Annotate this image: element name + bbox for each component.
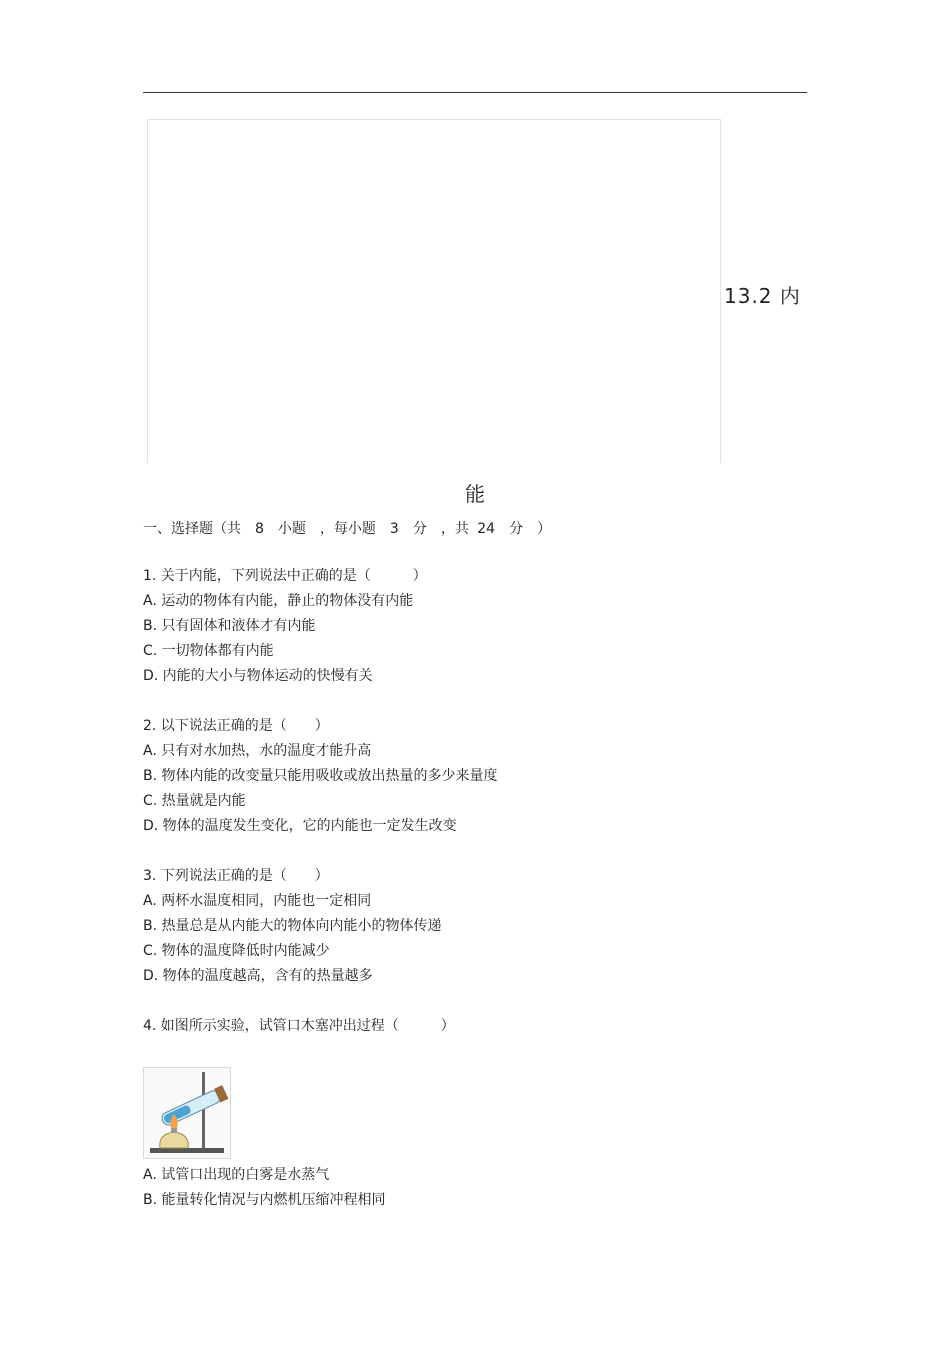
test-tube: [160, 1085, 229, 1128]
option-c: C. 一切物体都有内能: [143, 643, 274, 659]
page-title: 13.2 内: [724, 284, 801, 308]
option-a: A. 运动的物体有内能，静止的物体没有内能: [143, 593, 414, 609]
option-a: A. 试管口出现的白雾是水蒸气: [143, 1167, 330, 1183]
stand-rod: [202, 1072, 205, 1149]
alcohol-lamp: [160, 1132, 188, 1148]
header-rule: [143, 92, 807, 93]
option-d: D. 内能的大小与物体运动的快慢有关: [143, 668, 373, 684]
question-2: [143, 714, 498, 839]
stand-base: [150, 1148, 224, 1153]
option-b: B. 能量转化情况与内燃机压缩冲程相同: [143, 1192, 386, 1208]
question-stem: 4. 如图所示实验，试管口木塞冲出过程（ ）: [143, 1018, 455, 1034]
option-b: B. 热量总是从内能大的物体向内能小的物体传递: [143, 918, 442, 934]
option-d: D. 物体的温度发生变化，它的内能也一定发生改变: [143, 818, 457, 834]
question-stem: 2. 以下说法正确的是（ ）: [143, 718, 329, 734]
blank-image-frame: [147, 119, 721, 463]
option-c: C. 热量就是内能: [143, 793, 246, 809]
test-tube-diagram: [144, 1068, 230, 1158]
question-4-options: [143, 1163, 386, 1213]
option-a: A. 只有对水加热，水的温度才能升高: [143, 743, 372, 759]
question-4-stem: [143, 1014, 455, 1039]
option-b: B. 物体内能的改变量只能用吸收或放出热量的多少来量度: [143, 768, 498, 784]
option-d: D. 物体的温度越高，含有的热量越多: [143, 968, 373, 984]
option-b: B. 只有固体和液体才有内能: [143, 618, 316, 634]
option-c: C. 物体的温度降低时内能减少: [143, 943, 330, 959]
question-stem: 1. 关于内能，下列说法中正确的是（ ）: [143, 568, 427, 584]
question-3: [143, 864, 442, 989]
option-a: A. 两杯水温度相同，内能也一定相同: [143, 893, 372, 909]
question-stem: 3. 下列说法正确的是（ ）: [143, 868, 329, 884]
section-heading: 一、选择题（共 8 小题 ，每小题 3 分 ，共 24 分 ）: [143, 521, 552, 537]
test-tube-experiment-figure: [143, 1067, 231, 1159]
question-1: [143, 564, 427, 689]
page-title-continued: 能: [465, 482, 485, 506]
